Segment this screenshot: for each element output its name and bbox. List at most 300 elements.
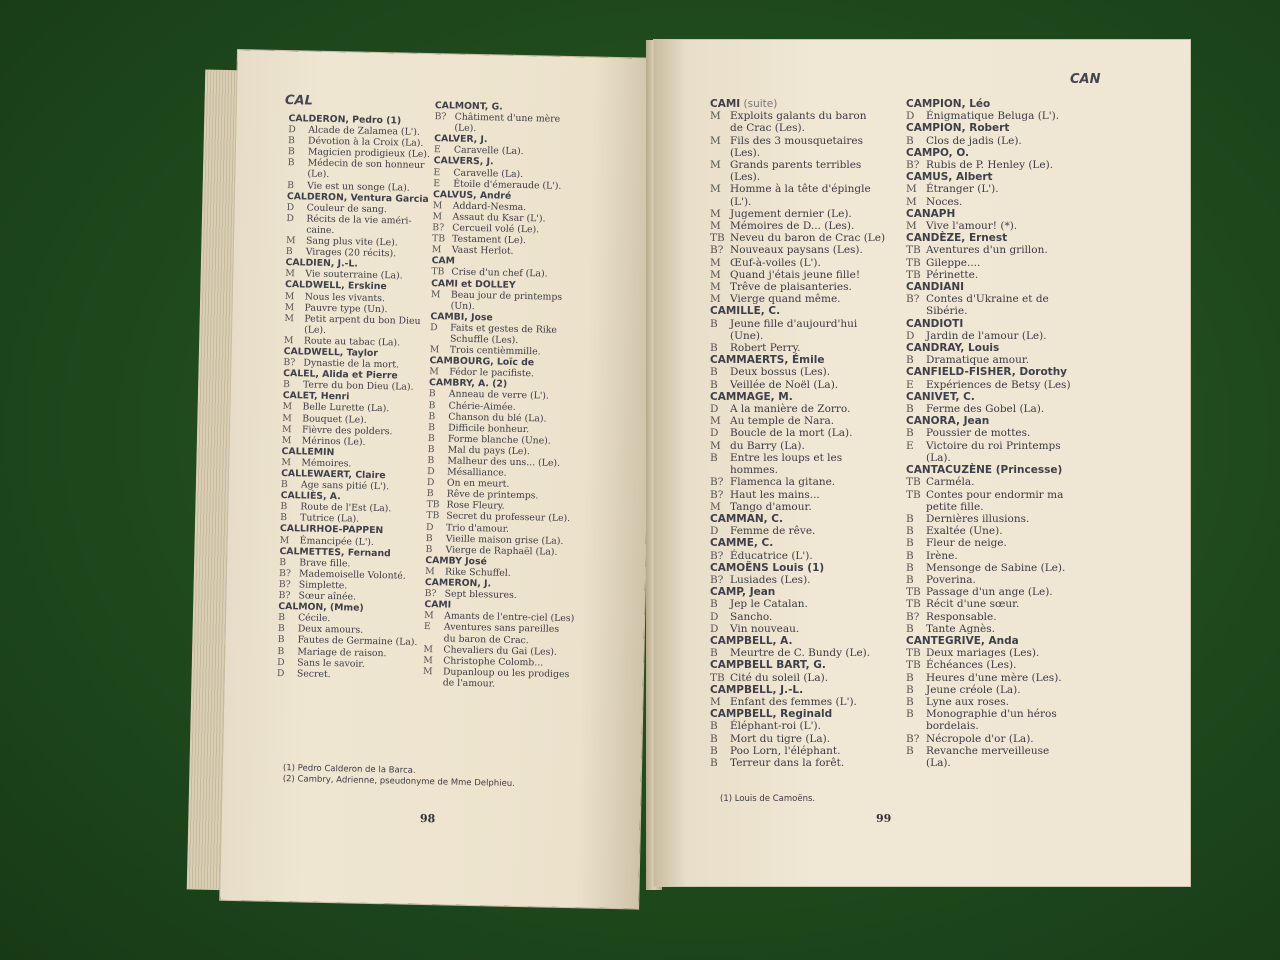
author-heading — [906, 366, 1112, 378]
rating-code: B? — [424, 588, 437, 600]
rating-code: B — [287, 146, 295, 158]
title-text: Femme de rêve. — [730, 525, 816, 538]
author-name: CAMPION, Robert — [906, 122, 1010, 135]
title-text: Expériences de Betsy (Les) — [926, 378, 1071, 391]
rating-code: B — [710, 317, 718, 330]
rating-code: D — [426, 477, 435, 489]
title-text: Jardin de l'amour (Le). — [926, 329, 1047, 342]
title-entry — [710, 501, 906, 513]
rating-code: TB — [426, 510, 440, 522]
title-text: Rêve de printemps. — [446, 488, 539, 502]
title-text: Crise d'un chef (La). — [451, 266, 548, 280]
title-text: Poverina. — [926, 573, 976, 586]
title-entry — [710, 244, 906, 256]
title-entry — [906, 525, 1112, 537]
rating-code: B — [428, 410, 436, 422]
title-entry — [710, 110, 906, 122]
title-entry — [906, 257, 1112, 269]
title-text: Étranger (L'). — [926, 183, 999, 196]
author-name: CALVER, J. — [434, 133, 488, 146]
title-text: Chevaliers du Gai (Les). — [443, 644, 558, 658]
title-text: Deux mariages (Les). — [926, 647, 1040, 660]
title-text: Secret. — [296, 668, 331, 680]
title-text: Dynastie de la mort. — [303, 357, 400, 371]
rating-code: M — [710, 439, 721, 452]
title-text: Sept blessures. — [444, 588, 517, 602]
rating-code: B? — [278, 567, 291, 580]
rating-code: B — [906, 403, 914, 416]
rating-code: B — [906, 683, 914, 696]
rating-code: B — [710, 598, 718, 611]
title-continuation: (Le). — [454, 122, 477, 135]
left-column-2 — [423, 100, 650, 692]
rating-code: D — [710, 403, 719, 416]
rating-code: B? — [710, 573, 724, 586]
author-name: CAMUS, Albert — [906, 171, 993, 184]
title-entry — [710, 476, 906, 488]
title-text: Échéances (Les). — [926, 659, 1017, 672]
author-name: CALLEMIN — [281, 445, 335, 458]
heading-note: (suite) — [740, 98, 778, 110]
title-text: Poo Lorn, l'éléphant. — [730, 744, 841, 757]
author-name: CALDWELL, Erskine — [284, 279, 387, 293]
rating-code: M — [281, 434, 292, 446]
title-text: Alcade de Zalamea (L'). — [308, 124, 420, 138]
rating-code: M — [710, 500, 721, 513]
rating-code: B — [710, 342, 718, 355]
author-name: CANDÈZE, Ernest — [906, 232, 1008, 245]
title-text: Rubis de P. Henley (Le). — [926, 159, 1054, 172]
author-heading — [710, 635, 906, 647]
title-entry — [906, 562, 1112, 574]
author-name: CALDERON, Ventura Garcia — [286, 190, 429, 205]
rating-code: M — [432, 211, 443, 223]
rating-code: B — [280, 512, 288, 524]
rating-code: M — [423, 654, 433, 666]
author-name: CAMMAGE, M. — [710, 390, 793, 403]
title-text: Mariage de raison. — [297, 645, 387, 659]
rating-code: B — [279, 556, 287, 568]
title-text: Robert Perry. — [730, 342, 801, 355]
author-name: CAMBOURG, Loïc de — [429, 355, 535, 369]
author-name: CANDIANI — [906, 281, 965, 294]
title-text: Belle Lurette (La). — [302, 401, 390, 415]
right-column-2 — [906, 98, 1112, 769]
rating-code: B? — [283, 357, 296, 369]
author-name: CANTACUZÈNE (Princesse) — [906, 464, 1063, 477]
title-continuation: (Un). — [450, 300, 475, 312]
title-text: Jep le Catalan. — [730, 598, 808, 611]
author-name: CALDWELL, Taylor — [283, 345, 379, 359]
author-name: CAMPBELL BART, G. — [710, 659, 826, 672]
rating-code: B — [427, 432, 435, 445]
rating-code: TB — [906, 598, 921, 611]
title-entry — [906, 354, 1112, 366]
author-name: CAMBI, Jose — [430, 310, 493, 324]
title-text: Jeune fille d'aujourd'hui — [730, 317, 858, 330]
title-text: A la manière de Zorro. — [730, 403, 851, 416]
rating-code: D — [277, 656, 285, 668]
rating-code: M — [429, 366, 439, 378]
rating-code: TB — [710, 671, 725, 684]
title-text: Mort du tigre (La). — [730, 732, 831, 745]
title-text: Fédor le pacifiste. — [449, 366, 535, 380]
title-entry — [906, 159, 1112, 171]
author-name: CAMOËNS Louis (1) — [710, 561, 825, 574]
title-text: Cercueil volé (Le). — [452, 222, 540, 236]
author-heading — [906, 232, 1112, 244]
title-entry — [906, 403, 1112, 415]
author-name: CAMI — [424, 599, 452, 611]
author-name: CANDRAY, Louis — [906, 342, 1000, 355]
author-name: CANORA, Jean — [906, 415, 990, 428]
rating-code: B — [710, 720, 718, 733]
title-text: Cécile. — [298, 612, 331, 625]
author-heading — [710, 708, 906, 720]
footnote: (1) Pedro Calderon de la Barca. — [282, 763, 416, 776]
title-entry — [710, 379, 906, 391]
rating-code: M — [281, 456, 292, 469]
rating-code: D — [427, 466, 435, 478]
author-name: CAMBRY, A. (2) — [428, 377, 508, 391]
rating-code: B — [428, 421, 436, 433]
title-text: Vive l'amour! (*). — [926, 220, 1018, 233]
rating-code: B — [710, 451, 718, 464]
title-text: Veillée de Noël (La). — [730, 378, 839, 391]
title-continuation: (Les). — [730, 146, 761, 159]
rating-code: B? — [278, 578, 291, 591]
rating-code: M — [906, 183, 917, 196]
title-entry — [710, 452, 906, 464]
rating-code: M — [710, 415, 721, 428]
title-text: Assaut du Ksar (L'). — [452, 211, 546, 225]
rating-code: M — [430, 288, 441, 300]
rating-code: B? — [906, 732, 920, 745]
rating-code: M — [284, 290, 295, 302]
rating-code: B — [280, 479, 288, 491]
title-continuation: (Le). — [307, 168, 330, 181]
title-text: Lyne aux roses. — [926, 695, 1009, 708]
rating-code: B — [906, 708, 914, 721]
title-entry — [710, 733, 906, 745]
rating-code: M — [710, 207, 721, 220]
author-name: CAMP, Jean — [710, 586, 776, 599]
rating-code: B? — [434, 111, 447, 123]
title-text: Sans le savoir. — [297, 656, 365, 670]
title-continuation: du baron de Crac. — [443, 632, 529, 646]
author-name: CAMPBELL, A. — [710, 634, 793, 647]
footnote: (2) Cambry, Adrienne, pseudonyme de Mme Delphieu. — [282, 774, 515, 789]
rating-code: M — [282, 412, 292, 424]
author-heading — [906, 415, 1112, 427]
rating-code: B? — [432, 222, 445, 234]
author-heading — [906, 342, 1112, 354]
rating-code: D — [286, 212, 295, 225]
title-text: Mémoires de D... (Les). — [730, 220, 855, 233]
right-column-1 — [710, 98, 906, 769]
rating-code: D — [906, 110, 915, 123]
rating-code: M — [283, 334, 294, 347]
rating-code: B — [906, 354, 914, 367]
author-name: CALDIEN, J.-L. — [285, 257, 358, 270]
title-text: On en meurt. — [446, 477, 510, 490]
author-name: CAMPO, O. — [906, 146, 969, 159]
rating-code: M — [710, 183, 721, 196]
title-entry — [710, 220, 906, 232]
rating-code: B — [710, 378, 718, 391]
right-page-number: 99 — [876, 812, 892, 825]
rating-code: TB — [906, 488, 921, 501]
title-entry — [710, 489, 906, 501]
rating-code: E — [433, 144, 441, 156]
rating-code: B — [278, 612, 286, 624]
rating-code: B — [710, 366, 718, 379]
title-entry — [906, 427, 1112, 439]
author-name: CALVERS, J. — [433, 155, 494, 168]
rating-code: D — [710, 427, 719, 440]
title-text: Trois centièmmille. — [449, 344, 541, 358]
title-entry — [906, 110, 1112, 122]
title-text: Mademoiselle Volonté. — [298, 568, 406, 582]
title-entry — [906, 379, 1112, 391]
author-heading — [710, 684, 906, 696]
title-text: Brave fille. — [299, 557, 351, 570]
title-text: Noces. — [926, 195, 963, 208]
title-text: Tango d'amour. — [730, 500, 812, 513]
title-text: Rose Fleury. — [446, 499, 505, 513]
title-text: Haut les mains... — [730, 488, 820, 501]
rating-code: TB — [710, 232, 725, 245]
rating-code: B? — [710, 488, 724, 501]
title-entry — [710, 293, 906, 305]
rating-code: M — [281, 423, 292, 435]
rating-code: B? — [710, 549, 724, 562]
title-text: Magicien prodigieux (Le). — [307, 146, 430, 161]
author-name: CALMETTES, Fernand — [279, 545, 391, 559]
title-text: Sœur aînée. — [298, 590, 357, 603]
title-text: Tutrice (La). — [300, 512, 360, 526]
title-text: Gileppe.... — [926, 256, 981, 269]
title-text: Homme à la tête d'épingle — [730, 183, 871, 196]
title-entry — [710, 281, 906, 293]
title-entry — [710, 696, 906, 708]
title-text: Vie est un songe (La). — [307, 180, 410, 194]
author-name: CANFIELD-FISHER, Dorothy — [906, 366, 1068, 379]
author-name: CAMMAERTS, Émile — [710, 354, 825, 367]
rating-code: D — [425, 521, 434, 533]
title-continuation: de Crac (Les). — [730, 122, 805, 135]
rating-code: M — [284, 301, 295, 313]
title-text: Passage d'un ange (Le). — [926, 586, 1053, 599]
title-text: Nouveaux paysans (Les). — [730, 244, 863, 257]
rating-code: D — [710, 610, 719, 623]
title-text: Trêve de plaisanteries. — [730, 281, 852, 294]
title-text: Caravelle (La). — [453, 167, 524, 180]
rating-code: TB — [906, 268, 921, 281]
title-entry — [710, 183, 906, 195]
title-text: Bouquet (Le). — [302, 412, 367, 426]
title-entry — [710, 757, 906, 769]
rating-code: B — [906, 622, 914, 635]
rating-code: E — [423, 621, 431, 633]
rating-code: M — [432, 199, 443, 212]
title-text: Tante Agnès. — [926, 622, 995, 635]
title-entry — [906, 574, 1112, 586]
title-text: Exaltée (Une). — [926, 525, 1003, 538]
rating-code: B — [906, 561, 914, 574]
title-text: Amants de l'entre-ciel (Les) — [444, 610, 575, 625]
title-text: Mérinos (Le). — [301, 435, 366, 448]
rating-code: B — [428, 399, 436, 411]
rating-code: TB — [906, 244, 921, 257]
left-page — [220, 50, 656, 909]
rating-code: B — [906, 512, 914, 525]
title-entry — [710, 574, 906, 586]
title-text: Secret du professeur (Le). — [446, 510, 571, 525]
title-text: Chanson du blé (La). — [448, 411, 547, 425]
rating-code: E — [906, 439, 914, 452]
title-text: Vin nouveau. — [730, 622, 800, 635]
title-text: Responsable. — [926, 610, 997, 623]
title-text: du Barry (La). — [730, 439, 805, 452]
title-continuation: bordelais. — [926, 720, 979, 733]
title-entry — [906, 611, 1112, 623]
title-continuation: (Une). — [730, 329, 764, 342]
title-text: Virages (20 récits). — [305, 246, 397, 260]
title-text: Couleur de sang. — [306, 202, 387, 215]
author-heading — [710, 537, 906, 549]
title-text: Terre du bon Dieu (La). — [302, 379, 414, 393]
title-text: Jugement dernier (Le). — [730, 207, 852, 220]
title-entry — [906, 513, 1112, 525]
title-text: Forme blanche (Une). — [447, 433, 551, 447]
right-running-head: CAN — [1070, 72, 1101, 87]
rating-code: D — [906, 329, 915, 342]
right-footnotes — [720, 794, 1020, 805]
rating-code: TB — [906, 659, 921, 672]
author-name: CAMPION, Léo — [906, 98, 991, 110]
title-entry — [906, 476, 1112, 488]
rating-code: M — [906, 220, 917, 233]
title-text: Beau jour de printemps — [450, 289, 563, 303]
author-name: CANDIOTI — [906, 317, 964, 330]
author-name: CALEL, Alida et Pierre — [283, 368, 398, 382]
title-text: Clos de jadis (Le). — [926, 134, 1022, 147]
title-text: Nécropole d'or (La). — [926, 732, 1034, 745]
title-text: Monographie d'un héros — [926, 708, 1057, 721]
title-text: Contes pour endormir ma — [926, 488, 1064, 501]
title-text: Mal du pays (Le). — [447, 444, 531, 458]
title-text: Christophe Colomb... — [443, 655, 544, 669]
title-text: Récit d'une sœur. — [926, 598, 1020, 611]
rating-code: B? — [278, 590, 291, 602]
rating-code: M — [710, 256, 721, 269]
author-name: CANIVET, C. — [906, 390, 975, 403]
author-name: CALLEWAERT, Claire — [281, 467, 386, 482]
title-entry — [710, 672, 906, 684]
title-entry — [710, 745, 906, 757]
title-text: Carméla. — [926, 476, 975, 489]
rating-code: M — [710, 281, 721, 294]
title-text: Vieille maison grise (La). — [445, 533, 564, 547]
author-heading — [710, 354, 906, 366]
title-entry — [710, 415, 906, 427]
author-name: CALET, Henri — [282, 390, 350, 403]
title-entry — [906, 330, 1112, 342]
title-text: Étoile d'émeraude (L'). — [453, 178, 562, 192]
title-entry — [710, 598, 906, 610]
rating-code: B — [906, 537, 914, 550]
title-text: Heures d'une mère (Les). — [926, 671, 1062, 684]
rating-code: B? — [906, 293, 920, 306]
title-text: Lusiades (Les). — [730, 573, 811, 586]
rating-code: E — [906, 378, 914, 391]
title-entry — [906, 708, 1112, 720]
author-name: CALMONT, G. — [434, 100, 503, 113]
author-name: CANTEGRIVE, Anda — [906, 634, 1019, 647]
rating-code: B? — [906, 610, 920, 623]
title-continuation: de l'amour. — [442, 677, 496, 690]
rating-code: M — [429, 344, 440, 356]
title-entry — [710, 440, 906, 452]
title-entry — [710, 342, 906, 354]
title-text: Dupanloup ou les prodiges — [442, 666, 570, 680]
title-entry — [710, 720, 906, 732]
rating-code: B — [425, 532, 433, 544]
title-entry — [906, 537, 1112, 549]
rating-code: M — [285, 268, 295, 280]
title-text: Boucle de la mort (La). — [730, 427, 853, 440]
author-heading — [906, 464, 1112, 476]
title-text: Caravelle (La). — [453, 144, 524, 158]
rating-code: B — [426, 488, 434, 500]
title-entry — [906, 550, 1112, 562]
rating-code: B — [710, 756, 718, 769]
title-text: Aventures d'un grillon. — [926, 244, 1048, 257]
title-text: Faits et gestes de Rike — [450, 322, 558, 336]
title-entry — [710, 525, 906, 537]
rating-code: B — [906, 134, 914, 147]
title-text: Éléphant-roi (L'). — [730, 720, 821, 733]
title-text: Énigmatique Beluga (L'). — [926, 110, 1060, 123]
title-text: Châtiment d'une mère — [454, 111, 561, 125]
author-heading — [906, 281, 1112, 293]
title-text: Fautes de Germaine (La). — [297, 634, 418, 649]
author-heading — [906, 122, 1112, 134]
title-entry — [710, 318, 906, 330]
left-footnotes — [283, 763, 623, 792]
rating-code: M — [710, 159, 721, 172]
title-text: Fleur de neige. — [926, 537, 1007, 550]
rating-code: B — [425, 543, 433, 555]
rating-code: M — [710, 134, 721, 147]
rating-code: TB — [906, 647, 921, 660]
title-text: Dernières illusions. — [926, 512, 1030, 525]
title-text: Dévotion à la Croix (La). — [307, 135, 424, 150]
title-entry — [906, 659, 1112, 671]
author-name: CALDERON, Pedro (1) — [288, 113, 402, 127]
author-heading — [710, 391, 906, 403]
author-name: CANAPH — [906, 207, 956, 220]
author-heading — [906, 98, 1112, 110]
rating-code: B — [906, 573, 914, 586]
title-text: Deux amours. — [297, 623, 364, 637]
title-text: Fièvre des polders. — [301, 424, 393, 437]
title-entry — [710, 611, 906, 623]
author-name: CALVUS, André — [432, 188, 512, 202]
title-continuation: (Les). — [730, 171, 761, 184]
title-text: Trio d'amour. — [445, 522, 510, 535]
